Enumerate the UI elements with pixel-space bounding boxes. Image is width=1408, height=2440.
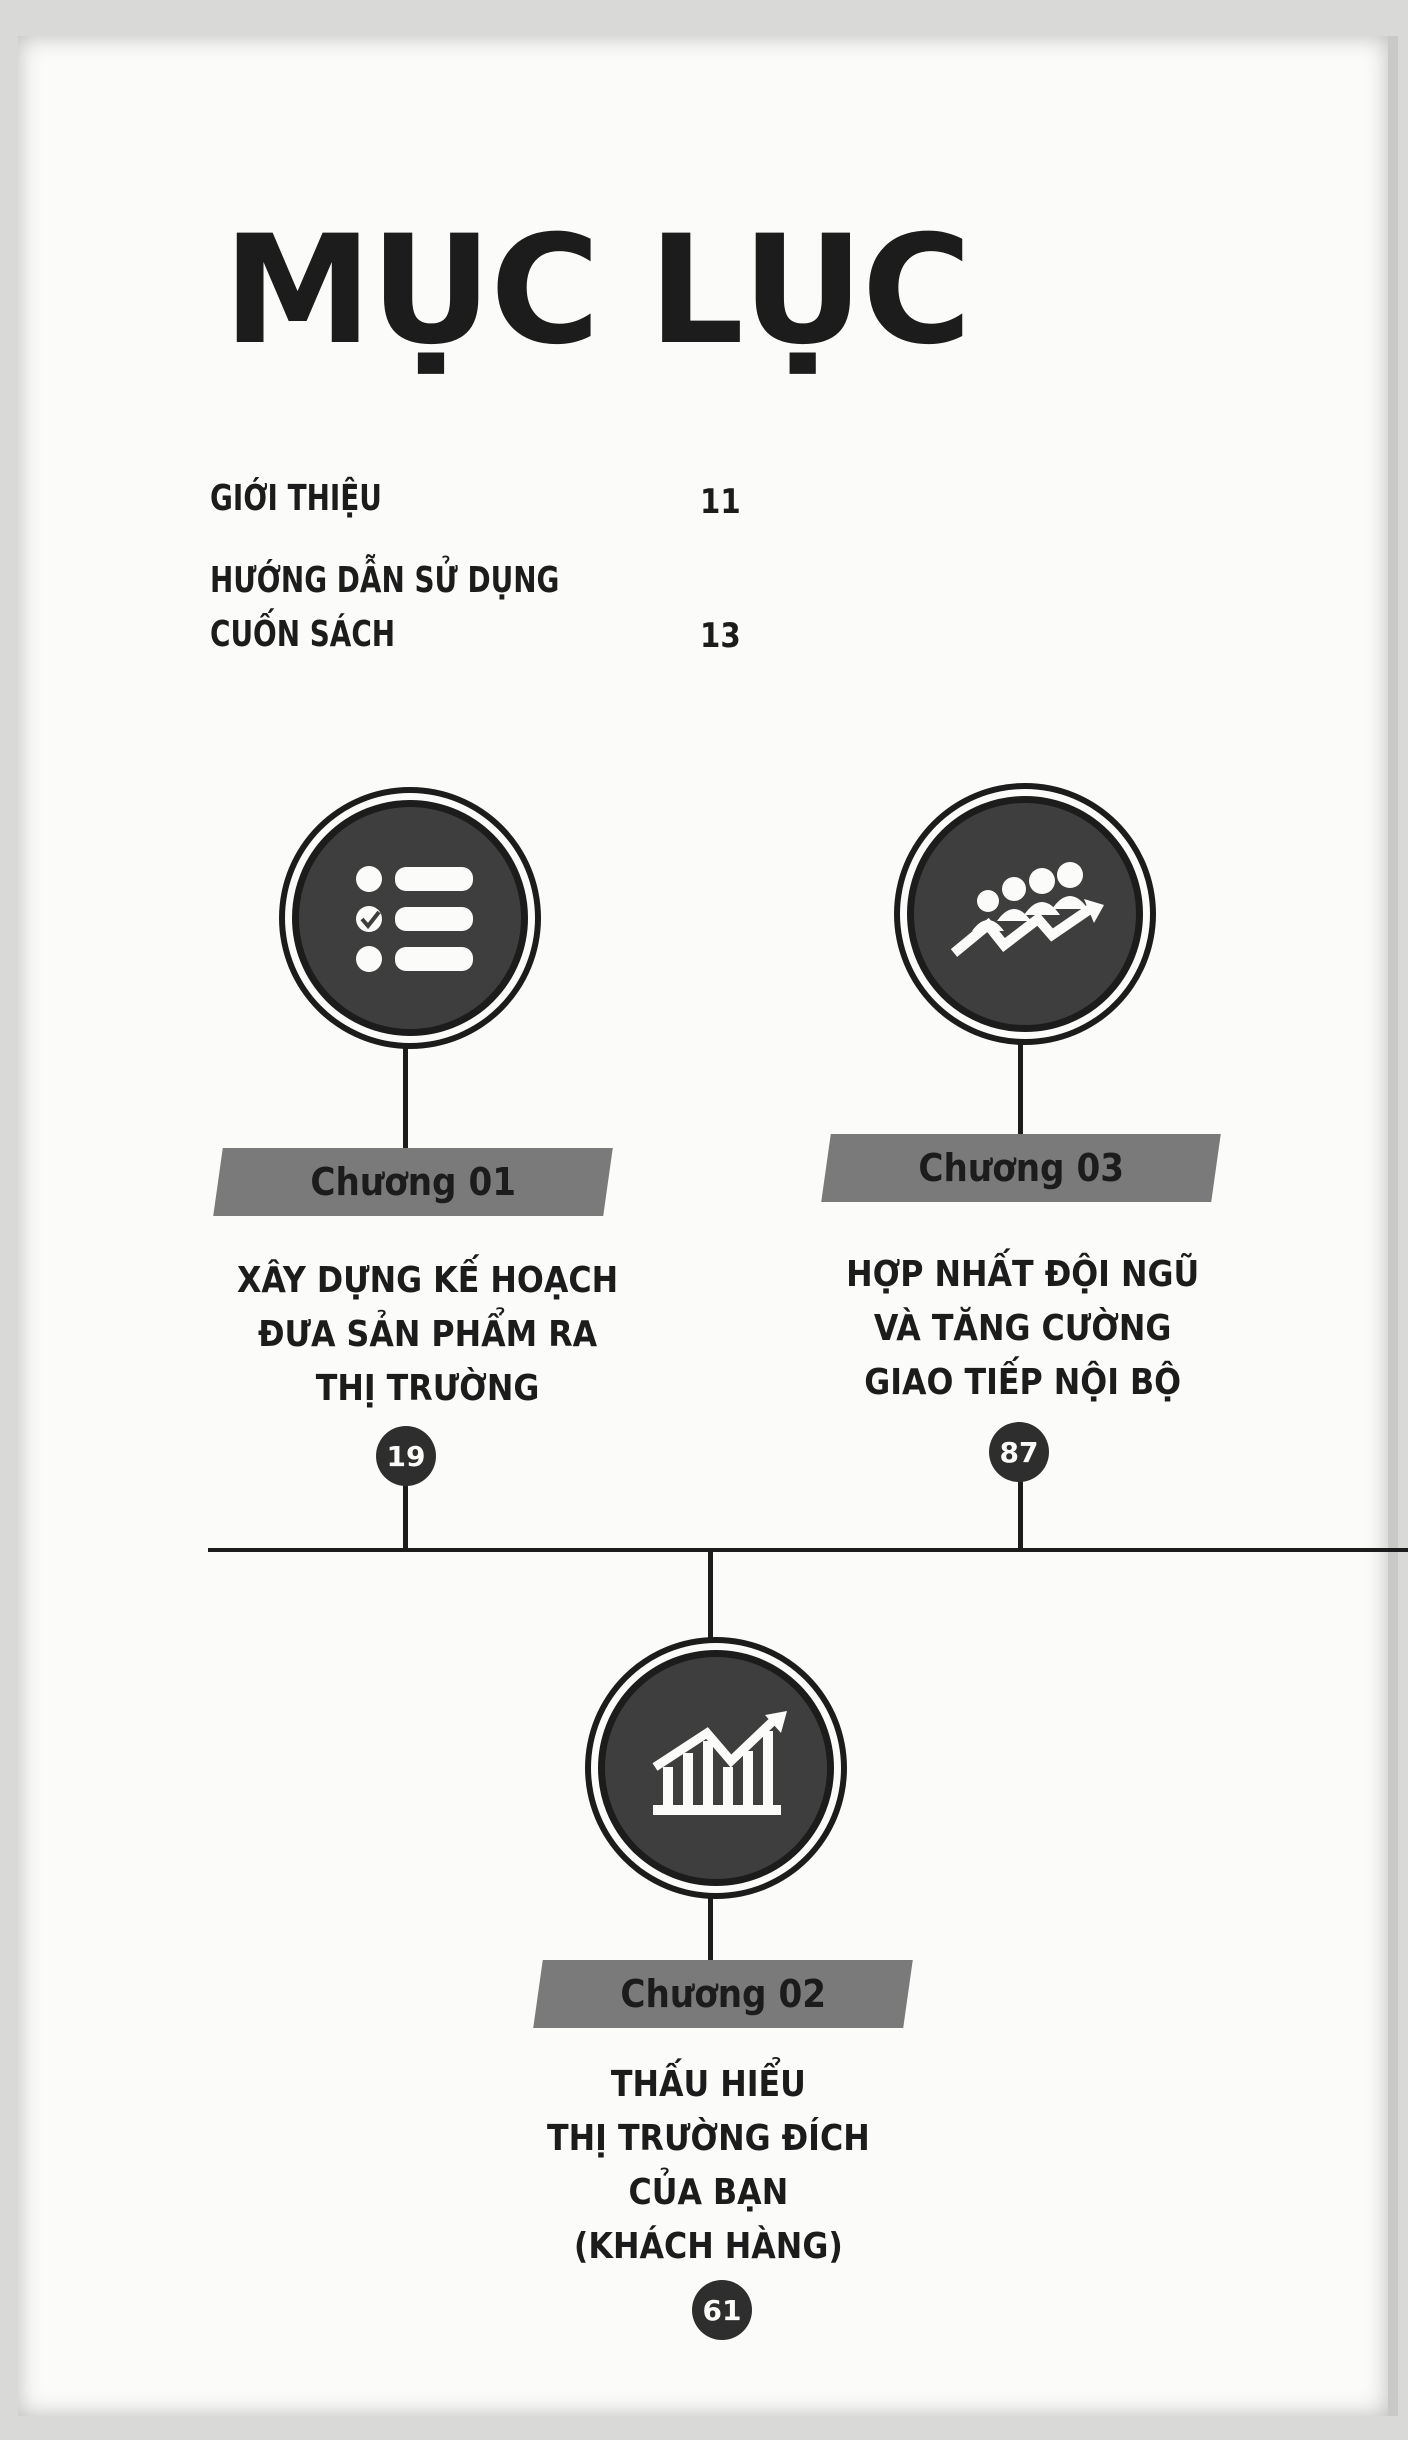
toc-item-guide: HƯỚNG DẪN SỬ DỤNG CUỐN SÁCH <box>210 560 560 655</box>
toc-item-intro: GIỚI THIỆU <box>210 478 382 519</box>
connector-line <box>708 1550 713 1660</box>
chapter-01-title: XÂY DỰNG KẾ HOẠCH ĐƯA SẢN PHẨM RA THỊ TRƯỜNG <box>237 1260 619 1409</box>
chapter-02-title: THẤU HIỂU THỊ TRƯỜNG ĐÍCH CỦA BẠN (KHÁCH HÀNG) <box>546 2064 870 2267</box>
chapter-01-label: Chương 01 <box>213 1148 613 1216</box>
connector-line <box>403 1476 408 1550</box>
team-growth-icon <box>914 803 1136 1025</box>
book-page <box>18 36 1398 2416</box>
chapter-02-icon-circle <box>598 1650 834 1886</box>
page-title: MỤC LỤC <box>223 204 970 378</box>
connector-line <box>403 1036 408 1148</box>
chapter-03-title: HỢP NHẤT ĐỘI NGŨ VÀ TĂNG CƯỜNG GIAO TIẾP NỘI BỘ <box>846 1254 1200 1403</box>
toc-page-guide: 13 <box>700 616 741 656</box>
bar-chart-trend-icon <box>605 1657 827 1879</box>
chapter-03-page: 87 <box>989 1422 1049 1482</box>
chapter-03-icon-circle <box>907 796 1143 1032</box>
chapter-03-label: Chương 03 <box>821 1134 1221 1202</box>
chapter-02-label: Chương 02 <box>533 1960 913 2028</box>
chapter-02-page: 61 <box>692 2280 752 2340</box>
connector-line <box>1018 1034 1023 1134</box>
connector-line <box>1018 1476 1023 1550</box>
checklist-icon <box>299 807 521 1029</box>
toc-page-intro: 11 <box>700 482 741 522</box>
chapter-01-icon-circle <box>292 800 528 1036</box>
chapter-01-page: 19 <box>376 1426 436 1486</box>
timeline-line <box>208 1548 1408 1552</box>
